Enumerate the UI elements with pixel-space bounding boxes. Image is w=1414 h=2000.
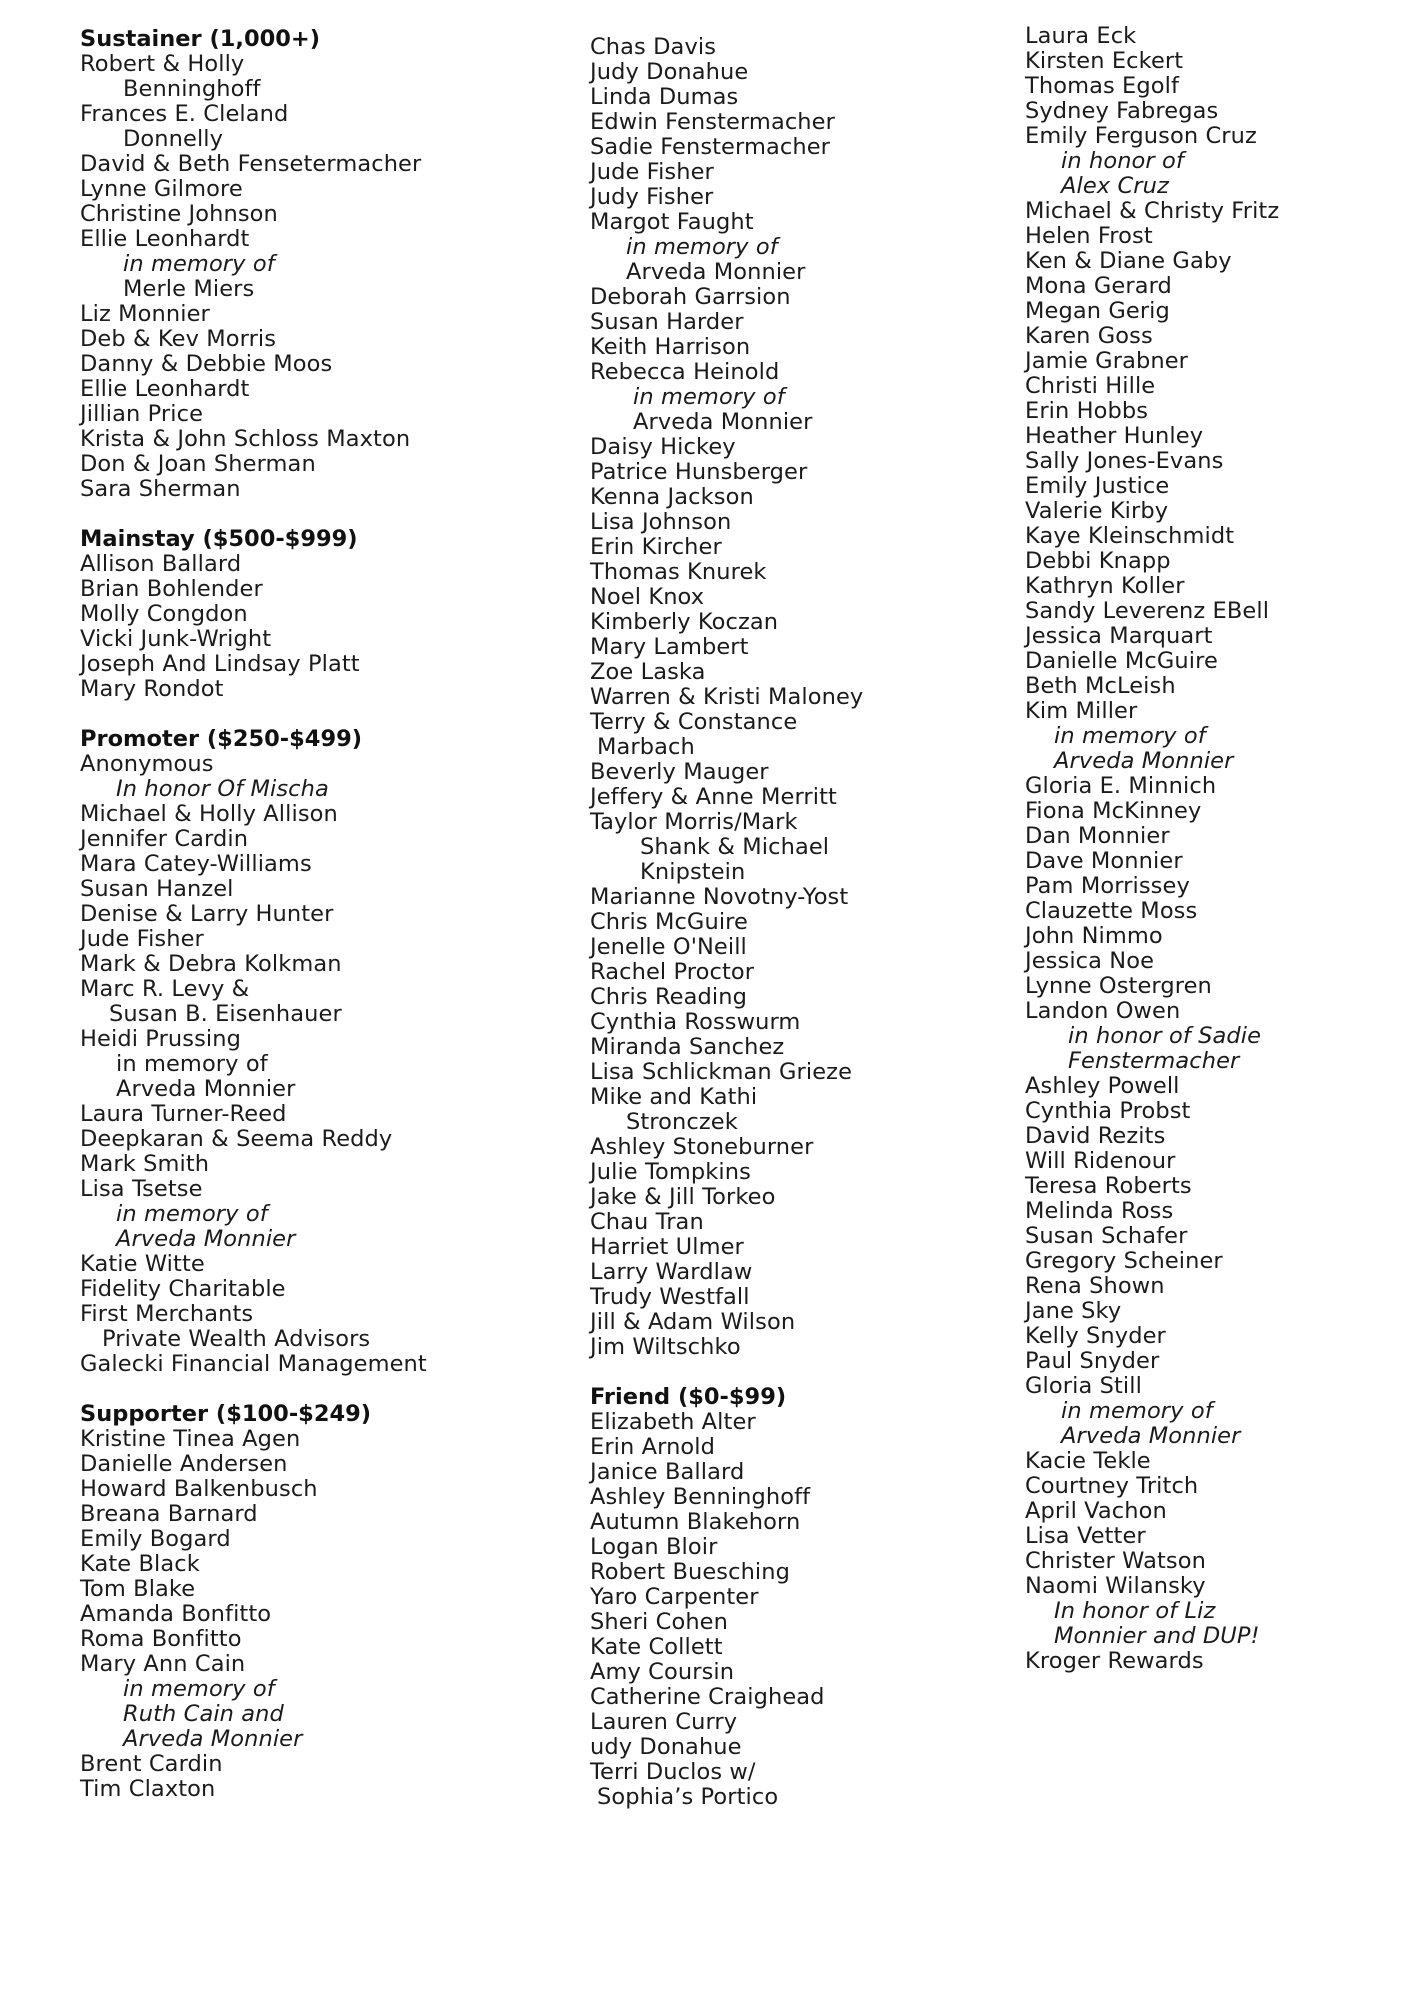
- donor-name: Jenelle O'Neill: [590, 934, 747, 960]
- donor-name: Chas Davis: [590, 34, 717, 60]
- donor-name: Terri Duclos w/: [590, 1759, 756, 1785]
- donor-name: Naomi Wilansky: [1025, 1573, 1206, 1599]
- donor-name: Heather Hunley: [1025, 423, 1204, 449]
- donor-name: Vicki Junk-Wright: [80, 626, 272, 652]
- dedication-note: Arveda Monnier: [1061, 1423, 1241, 1449]
- donor-name: Dave Monnier: [1025, 848, 1183, 874]
- donor-name: Christine Johnson: [80, 201, 278, 227]
- tier-heading: Sustainer (1,000+): [80, 26, 321, 52]
- dedication-note: Arveda Monnier: [116, 1226, 296, 1252]
- dedication-note: in memory of: [633, 384, 785, 410]
- dedication-note: in honor of Sadie: [1068, 1023, 1262, 1049]
- donor-name: Ashley Powell: [1025, 1073, 1180, 1099]
- donor-name: Jillian Price: [80, 401, 204, 427]
- donor-name: Don & Joan Sherman: [80, 451, 316, 477]
- donor-name: Paul Snyder: [1025, 1348, 1160, 1374]
- donor-name: Beverly Mauger: [590, 759, 769, 785]
- donor-name: Kaye Kleinschmidt: [1025, 523, 1235, 549]
- donor-name: Cynthia Probst: [1025, 1098, 1191, 1124]
- tier-heading: Supporter ($100-$249): [80, 1401, 372, 1427]
- donor-name: Sophia’s Portico: [597, 1784, 779, 1810]
- donor-name: Trudy Westfall: [590, 1284, 750, 1310]
- donor-name: Roma Bonfitto: [80, 1626, 242, 1652]
- donor-name: Sadie Fenstermacher: [590, 134, 830, 160]
- donor-name: Keith Harrison: [590, 334, 751, 360]
- donor-name: Marbach: [597, 734, 695, 760]
- tier-heading: Friend ($0-$99): [590, 1384, 787, 1410]
- donor-name: Jeffery & Anne Merritt: [590, 784, 837, 810]
- donor-name: Erin Arnold: [590, 1434, 716, 1460]
- donor-name: Breana Barnard: [80, 1501, 258, 1527]
- donor-name: Lisa Tsetse: [80, 1176, 203, 1202]
- donor-name: Miranda Sanchez: [590, 1034, 785, 1060]
- donor-name: Marc R. Levy &: [80, 976, 250, 1002]
- donor-name: Jessica Marquart: [1025, 623, 1213, 649]
- donor-name: Lynne Gilmore: [80, 176, 243, 202]
- donor-name: Patrice Hunsberger: [590, 459, 808, 485]
- donor-name: Fidelity Charitable: [80, 1276, 286, 1302]
- donor-name: Jane Sky: [1025, 1298, 1122, 1324]
- donor-name: Mike and Kathi: [590, 1084, 758, 1110]
- donor-name: Erin Kircher: [590, 534, 722, 560]
- donor-name: Kristine Tinea Agen: [80, 1426, 301, 1452]
- donor-name: Chris Reading: [590, 984, 747, 1010]
- donor-name: Mona Gerard: [1025, 273, 1172, 299]
- donor-name: Mary Ann Cain: [80, 1651, 246, 1677]
- donor-name: Howard Balkenbusch: [80, 1476, 318, 1502]
- donor-name: Gregory Scheiner: [1025, 1248, 1223, 1274]
- donor-name: Sally Jones-Evans: [1025, 448, 1224, 474]
- donor-name: April Vachon: [1025, 1498, 1167, 1524]
- donor-name: Kroger Rewards: [1025, 1648, 1204, 1674]
- donor-name: Dan Monnier: [1025, 823, 1170, 849]
- donor-name: Pam Morrissey: [1025, 873, 1190, 899]
- dedication-note: Arveda Monnier: [633, 409, 813, 435]
- donor-name: Jessica Noe: [1025, 948, 1155, 974]
- donor-column-3: [1025, 24, 1405, 1674]
- dedication-note: In honor of Liz: [1054, 1598, 1216, 1624]
- tier-heading: Promoter ($250-$499): [80, 726, 363, 752]
- donor-name: Laura Eck: [1025, 23, 1137, 49]
- donor-column-1: [80, 27, 560, 1802]
- donor-name: Benninghoff: [123, 76, 261, 102]
- donor-name: Brian Bohlender: [80, 576, 263, 602]
- donor-name: Susan Harder: [590, 309, 744, 335]
- donor-name: Will Ridenour: [1025, 1148, 1176, 1174]
- donor-name: Susan Hanzel: [80, 876, 234, 902]
- donor-name: Mark Smith: [80, 1151, 210, 1177]
- donor-name: Robert & Holly: [80, 51, 245, 77]
- donor-name: Zoe Laska: [590, 659, 706, 685]
- donor-name: Kenna Jackson: [590, 484, 754, 510]
- tier-heading: Mainstay ($500-$999): [80, 526, 358, 552]
- donor-name: Mark & Debra Kolkman: [80, 951, 342, 977]
- donor-name: Christi Hille: [1025, 373, 1156, 399]
- donor-name: Emily Bogard: [80, 1526, 231, 1552]
- donor-name: Deb & Kev Morris: [80, 326, 277, 352]
- donor-column-2: [590, 35, 1010, 1810]
- donor-name: Clauzette Moss: [1025, 898, 1198, 924]
- dedication-note: in memory of: [116, 1051, 268, 1077]
- donor-name: Private Wealth Advisors: [102, 1326, 371, 1352]
- donor-name: Mary Lambert: [590, 634, 749, 660]
- donor-name: Jake & Jill Torkeo: [590, 1184, 776, 1210]
- dedication-note: Arveda Monnier: [116, 1076, 296, 1102]
- donor-name: Michael & Christy Fritz: [1025, 198, 1280, 224]
- donor-name: Kathryn Koller: [1025, 573, 1185, 599]
- donor-name: Danielle McGuire: [1025, 648, 1218, 674]
- donor-name: Elizabeth Alter: [590, 1409, 756, 1435]
- donor-name: Lynne Ostergren: [1025, 973, 1212, 999]
- donor-name: Jennifer Cardin: [80, 826, 249, 852]
- dedication-note: Merle Miers: [123, 276, 255, 302]
- donor-name: Amy Coursin: [590, 1659, 735, 1685]
- donor-name: Jamie Grabner: [1025, 348, 1188, 374]
- spacer: [590, 1360, 1010, 1385]
- donor-name: Helen Frost: [1025, 223, 1153, 249]
- donor-name: Donnelly: [123, 126, 224, 152]
- donor-name: Krista & John Schloss Maxton: [80, 426, 411, 452]
- donor-name: Marianne Novotny-Yost: [590, 884, 849, 910]
- donor-name: Daisy Hickey: [590, 434, 736, 460]
- donor-name: Margot Faught: [590, 209, 754, 235]
- donor-name: Susan B. Eisenhauer: [109, 1001, 342, 1027]
- donor-name: Mary Rondot: [80, 676, 224, 702]
- donor-name: udy Donahue: [590, 1734, 742, 1760]
- donor-name: Jill & Adam Wilson: [590, 1309, 796, 1335]
- spacer: [80, 702, 560, 727]
- dedication-note: in honor of: [1061, 148, 1184, 174]
- dedication-note: Arveda Monnier: [123, 1726, 303, 1752]
- donor-name: Denise & Larry Hunter: [80, 901, 334, 927]
- donor-name: Fiona McKinney: [1025, 798, 1202, 824]
- donor-name: Melinda Ross: [1025, 1198, 1174, 1224]
- donor-name: Joseph And Lindsay Platt: [80, 651, 360, 677]
- donor-name: Kacie Tekle: [1025, 1448, 1151, 1474]
- donor-name: Lisa Vetter: [1025, 1523, 1146, 1549]
- dedication-note: in memory of: [123, 1676, 275, 1702]
- donor-name: Beth McLeish: [1025, 673, 1176, 699]
- donor-name: Danielle Andersen: [80, 1451, 288, 1477]
- donor-name: Catherine Craighead: [590, 1684, 825, 1710]
- donor-name: Erin Hobbs: [1025, 398, 1149, 424]
- donor-name: Kate Collett: [590, 1634, 723, 1660]
- donor-name: Julie Tompkins: [590, 1159, 751, 1185]
- donor-name: Rena Shown: [1025, 1273, 1165, 1299]
- donor-name: Terry & Constance: [590, 709, 798, 735]
- donor-name: Thomas Knurek: [590, 559, 767, 585]
- donor-name: Ashley Stoneburner: [590, 1134, 814, 1160]
- donor-name: Gloria Still: [1025, 1373, 1142, 1399]
- donor-name: Thomas Egolf: [1025, 73, 1179, 99]
- donor-name: Brent Cardin: [80, 1751, 223, 1777]
- donor-name: Cynthia Rosswurm: [590, 1009, 801, 1035]
- donor-name: Heidi Prussing: [80, 1026, 242, 1052]
- dedication-note: Alex Cruz: [1061, 173, 1169, 199]
- donor-name: Kelly Snyder: [1025, 1323, 1166, 1349]
- dedication-note: in memory of: [123, 251, 275, 277]
- donor-name: Deborah Garrsion: [590, 284, 791, 310]
- donor-name: Anonymous: [80, 751, 214, 777]
- dedication-note: in memory of: [1061, 1398, 1213, 1424]
- donor-name: Liz Monnier: [80, 301, 210, 327]
- donor-name: Emily Justice: [1025, 473, 1170, 499]
- donor-name: Jude Fisher: [590, 159, 714, 185]
- donor-name: Larry Wardlaw: [590, 1259, 753, 1285]
- donor-name: Judy Fisher: [590, 184, 714, 210]
- donor-name: Debbi Knapp: [1025, 548, 1171, 574]
- dedication-note: Monnier and DUP!: [1054, 1623, 1260, 1649]
- donor-name: Susan Schafer: [1025, 1223, 1188, 1249]
- donor-name: David & Beth Fensetermacher: [80, 151, 422, 177]
- donor-name: Warren & Kristi Maloney: [590, 684, 864, 710]
- donor-name: Edwin Fenstermacher: [590, 109, 835, 135]
- donor-name: Ashley Benninghoff: [590, 1484, 811, 1510]
- donor-name: Deepkaran & Seema Reddy: [80, 1126, 393, 1152]
- donor-name: Lisa Johnson: [590, 509, 732, 535]
- donor-name: Lisa Schlickman Grieze: [590, 1059, 853, 1085]
- donor-name: Allison Ballard: [80, 551, 242, 577]
- donor-name: Kimberly Koczan: [590, 609, 779, 635]
- donor-name: Gloria E. Minnich: [1025, 773, 1217, 799]
- donor-name: Molly Congdon: [80, 601, 248, 627]
- donor-name: Chau Tran: [590, 1209, 704, 1235]
- spacer: [80, 1377, 560, 1402]
- donor-name: Michael & Holly Allison: [80, 801, 338, 827]
- donor-name: Knipstein: [640, 859, 746, 885]
- donor-name: Galecki Financial Management: [80, 1351, 427, 1377]
- donor-name: Tim Claxton: [80, 1776, 216, 1802]
- donor-name: Karen Goss: [1025, 323, 1153, 349]
- dedication-note: Arveda Monnier: [626, 259, 806, 285]
- donor-name: Janice Ballard: [590, 1459, 745, 1485]
- donor-name: Autumn Blakehorn: [590, 1509, 801, 1535]
- donor-name: Chris McGuire: [590, 909, 748, 935]
- donor-name: Valerie Kirby: [1025, 498, 1169, 524]
- donor-name: Katie Witte: [80, 1251, 205, 1277]
- donor-name: Rachel Proctor: [590, 959, 755, 985]
- donor-name: Danny & Debbie Moos: [80, 351, 333, 377]
- dedication-note: in memory of: [626, 234, 778, 260]
- donor-name: Rebecca Heinold: [590, 359, 780, 385]
- donor-name: Sydney Fabregas: [1025, 98, 1219, 124]
- donor-name: Kate Black: [80, 1551, 200, 1577]
- donor-name: Frances E. Cleland: [80, 101, 289, 127]
- donor-name: Ellie Leonhardt: [80, 226, 250, 252]
- donor-name: Shank & Michael: [640, 834, 830, 860]
- donor-name: John Nimmo: [1025, 923, 1163, 949]
- donor-name: Megan Gerig: [1025, 298, 1170, 324]
- donor-name: Noel Knox: [590, 584, 705, 610]
- donor-name: Tom Blake: [80, 1576, 196, 1602]
- donor-name: Kim Miller: [1025, 698, 1138, 724]
- donor-name: Teresa Roberts: [1025, 1173, 1192, 1199]
- donor-name: Linda Dumas: [590, 84, 739, 110]
- donor-name: Jim Wiltschko: [590, 1334, 741, 1360]
- donor-name: Sheri Cohen: [590, 1609, 728, 1635]
- donor-name: Christer Watson: [1025, 1548, 1206, 1574]
- donor-name: Mara Catey-Williams: [80, 851, 312, 877]
- dedication-note: Fenstermacher: [1068, 1048, 1240, 1074]
- donor-name: Logan Bloir: [590, 1534, 718, 1560]
- donor-name: Amanda Bonfitto: [80, 1601, 272, 1627]
- spacer: [80, 502, 560, 527]
- donor-name: Sara Sherman: [80, 476, 241, 502]
- donor-name: Harriet Ulmer: [590, 1234, 744, 1260]
- dedication-note: In honor Of Mischa: [116, 776, 329, 802]
- donor-name: Lauren Curry: [590, 1709, 738, 1735]
- donor-name: Kirsten Eckert: [1025, 48, 1184, 74]
- donor-name: Taylor Morris/Mark: [590, 809, 798, 835]
- donor-name: Ken & Diane Gaby: [1025, 248, 1232, 274]
- dedication-note: in memory of: [116, 1201, 268, 1227]
- donor-name: Emily Ferguson Cruz: [1025, 123, 1257, 149]
- donor-name: David Rezits: [1025, 1123, 1166, 1149]
- dedication-note: Arveda Monnier: [1054, 748, 1234, 774]
- donor-name: Courtney Tritch: [1025, 1473, 1199, 1499]
- donor-name: Judy Donahue: [590, 59, 749, 85]
- donor-name: Landon Owen: [1025, 998, 1181, 1024]
- donor-name: Jude Fisher: [80, 926, 204, 952]
- dedication-note: Ruth Cain and: [123, 1701, 284, 1727]
- donor-name: Robert Buesching: [590, 1559, 791, 1585]
- donor-name: First Merchants: [80, 1301, 254, 1327]
- donor-name: Stronczek: [626, 1109, 738, 1135]
- donor-name: Yaro Carpenter: [590, 1584, 759, 1610]
- dedication-note: in memory of: [1054, 723, 1206, 749]
- donor-name: Laura Turner-Reed: [80, 1101, 287, 1127]
- donor-name: Sandy Leverenz EBell: [1025, 598, 1270, 624]
- donor-name: Ellie Leonhardt: [80, 376, 250, 402]
